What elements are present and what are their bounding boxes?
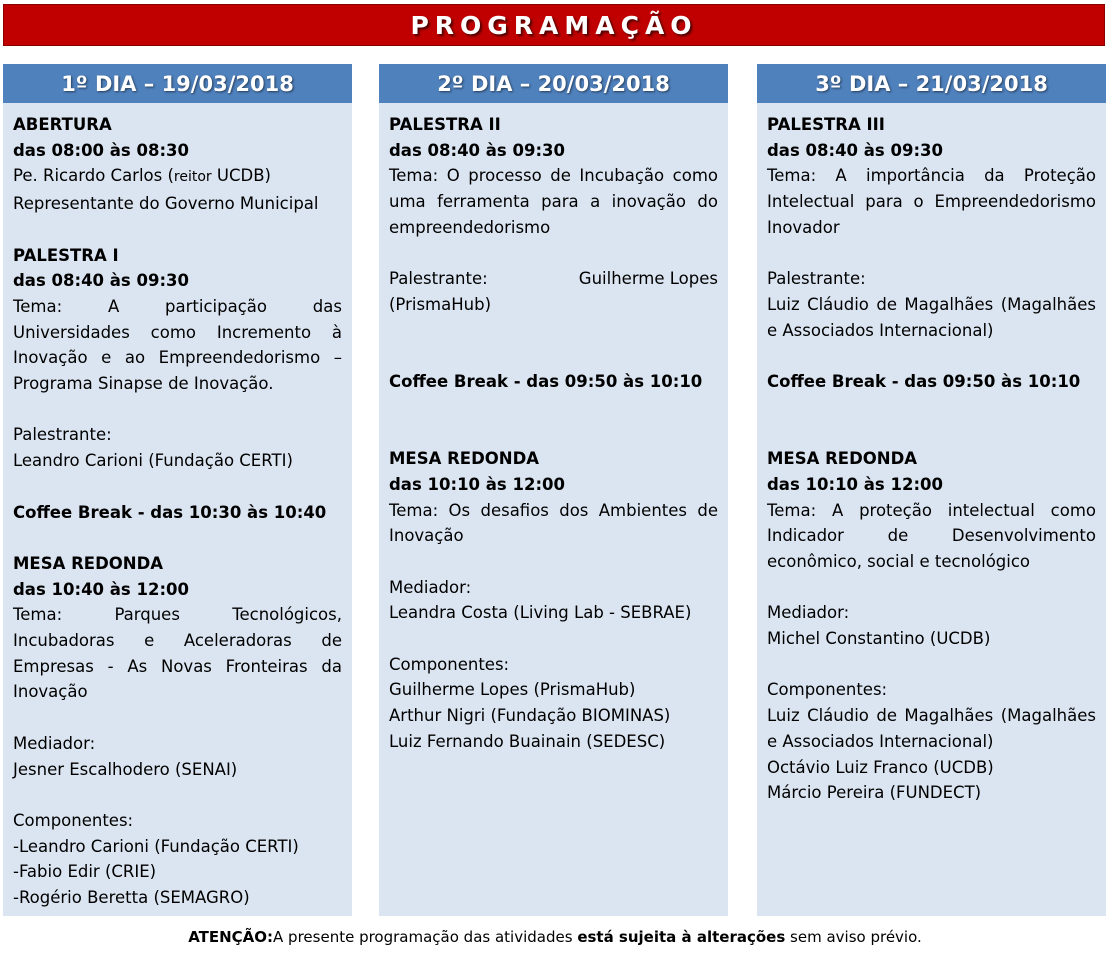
speaker-name: Leandro Carioni (Fundação CERTI) (13, 451, 293, 471)
session-time: das 10:40 às 12:00 (13, 579, 189, 599)
day-body (757, 103, 1106, 806)
speaker-row (389, 266, 718, 292)
coffee-break: Coffee Break - das 09:50 às 10:10 (767, 372, 1081, 391)
page-title: PROGRAMAÇÃO (410, 10, 698, 40)
speaker-name: Guilherme Lopes (578, 269, 718, 289)
component-item: Octávio Luiz Franco (UCDB) (767, 757, 994, 777)
session-theme: Tema: O processo de Incubação como uma ferramenta para a inovação do empreendedorismo (389, 166, 718, 237)
day-body (379, 103, 728, 755)
speaker-label: Palestrante: (767, 269, 866, 289)
mediator-name: Leandra Costa (Living Lab - SEBRAE) (389, 603, 692, 623)
component-item: Arthur Nigri (Fundação BIOMINAS) (389, 706, 671, 726)
session-title: MESA REDONDA (389, 449, 540, 469)
day-header: 1º DIA – 19/03/2018 (3, 64, 352, 103)
speaker-label: Palestrante: (13, 425, 112, 445)
coffee-break: Coffee Break - das 10:30 às 10:40 (13, 502, 327, 522)
session-title: MESA REDONDA (767, 449, 918, 469)
footer-text-end: sem aviso prévio. (785, 928, 922, 946)
day-column-1 (3, 64, 352, 916)
footer-bold: está sujeita à alterações (577, 928, 786, 946)
session-time: das 08:40 às 09:30 (13, 271, 189, 291)
component-item: Luiz Cláudio de Magalhães (Magalhães e Associados Internacional) (767, 706, 1096, 751)
session-time: das 08:00 às 08:30 (13, 140, 189, 160)
session-title: PALESTRA III (767, 115, 885, 134)
mediator-label: Mediador: (767, 603, 850, 623)
title-banner (3, 4, 1105, 46)
session-theme: Tema: Parques Tecnológicos, Incubadoras e Aceleradoras de Empresas - As Novas Fronteiras da Inovação (13, 605, 342, 702)
session-theme: Tema: Os desafios dos Ambientes de Inovação (389, 500, 718, 546)
mediator-label: Mediador: (389, 577, 472, 597)
footer-text: A presente programação das atividades (273, 928, 578, 946)
footer-prefix: ATENÇÃO: (188, 928, 274, 946)
day-header: 3º DIA – 21/03/2018 (757, 64, 1106, 103)
speaker-line: Representante do Governo Municipal (13, 194, 319, 214)
speaker-label: Palestrante: (389, 269, 488, 289)
mediator-name: Jesner Escalhodero (SENAI) (13, 759, 238, 779)
session-theme: Tema: A importância da Proteção Intelectual para o Empreendedorismo Inovador (767, 166, 1096, 237)
component-item: Guilherme Lopes (PrismaHub) (389, 680, 636, 700)
session-time: das 10:10 às 12:00 (389, 474, 565, 494)
components-label: Componentes: (389, 654, 510, 674)
session-time: das 10:10 às 12:00 (767, 474, 943, 494)
session-title: ABERTURA (13, 115, 112, 134)
component-item: Márcio Pereira (FUNDECT) (767, 783, 982, 803)
day-column-2 (379, 64, 728, 916)
components-label: Componentes: (767, 680, 888, 700)
footer-notice (0, 928, 1110, 946)
component-item: -Rogério Beretta (SEMAGRO) (13, 888, 250, 907)
component-item: -Fabio Edir (CRIE) (13, 862, 157, 882)
day-column-3 (757, 64, 1106, 916)
day-header: 2º DIA – 20/03/2018 (379, 64, 728, 103)
session-title: MESA REDONDA (13, 553, 164, 573)
component-item: Luiz Fernando Buainain (SEDESC) (389, 731, 666, 751)
speaker-org: (PrismaHub) (389, 294, 492, 314)
components-label: Componentes: (13, 810, 134, 830)
session-theme: Tema: A proteção intelectual como Indicador de Desenvolvimento econômico, social e tecnológico (767, 500, 1096, 571)
coffee-break: Coffee Break - das 09:50 às 10:10 (389, 372, 703, 391)
speaker-line: Pe. Ricardo Carlos (reitor UCDB) (13, 166, 271, 186)
speaker-name: Luiz Cláudio de Magalhães (Magalhães e Associados Internacional) (767, 294, 1096, 340)
session-theme: Tema: A participação das Universidades como Incremento à Inovação e ao Empreendedorismo – Programa Sinapse de Inovação. (13, 296, 342, 394)
mediator-name: Michel Constantino (UCDB) (767, 629, 991, 648)
session-title: PALESTRA I (13, 245, 119, 265)
session-time: das 08:40 às 09:30 (389, 140, 565, 160)
day-body (3, 103, 352, 911)
mediator-label: Mediador: (13, 733, 96, 753)
session-time: das 08:40 às 09:30 (767, 140, 943, 160)
component-item: -Leandro Carioni (Fundação CERTI) (13, 836, 299, 856)
session-title: PALESTRA II (389, 115, 501, 134)
